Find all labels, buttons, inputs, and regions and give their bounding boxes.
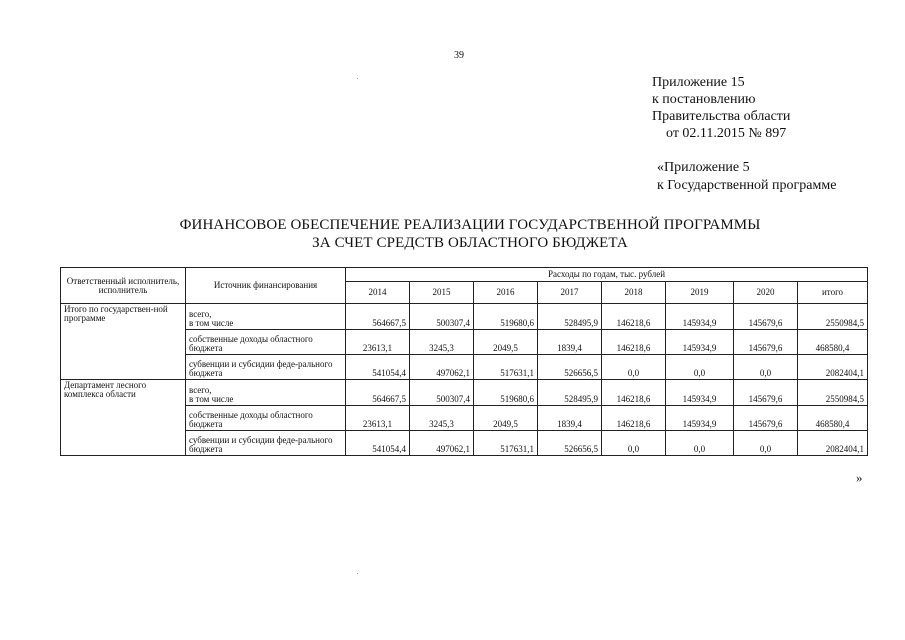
value-cell: 519680,6 [474,304,538,330]
appendix-line: к постановлению [652,92,756,107]
value-cell: 145679,6 [734,406,798,431]
total-cell: 2082404,1 [798,431,868,456]
year-header: 2016 [474,282,538,304]
table-row [61,304,868,330]
source-cell: всего, в том числе [186,304,346,330]
value-cell: 517631,1 [474,431,538,456]
value-cell: 517631,1 [474,355,538,380]
appendix-line: Правительства области [652,109,791,124]
executor-cell: Итого по государствен-ной программе [61,304,186,380]
value-cell: 2049,5 [474,406,538,431]
scan-speck [357,78,358,79]
value-cell: 146218,6 [602,330,666,355]
year-header: 2020 [734,282,798,304]
appendix-ref-line: к Государственной программе [657,178,837,193]
value-cell: 564667,5 [346,380,410,406]
total-cell: 468580,4 [798,330,868,355]
year-header: 2015 [410,282,474,304]
appendix-ref-line: «Приложение 5 [657,160,750,175]
value-cell: 541054,4 [346,355,410,380]
total-header: итого [798,282,868,304]
appendix-line: от 02.11.2015 № 897 [666,126,787,141]
value-cell: 0,0 [734,431,798,456]
value-cell: 500307,4 [410,304,474,330]
value-cell: 500307,4 [410,380,474,406]
value-cell: 497062,1 [410,355,474,380]
year-header: 2018 [602,282,666,304]
total-cell: 2550984,5 [798,304,868,330]
value-cell: 145934,9 [666,406,734,431]
total-cell: 468580,4 [798,406,868,431]
header-expenses: Расходы по годам, тыс. рублей [346,268,868,282]
year-header: 2019 [666,282,734,304]
closing-quote: » [856,470,863,485]
value-cell: 0,0 [666,355,734,380]
value-cell: 146218,6 [602,304,666,330]
value-cell: 519680,6 [474,380,538,406]
value-cell: 23613,1 [346,406,410,431]
source-cell: всего, в том числе [186,380,346,406]
value-cell: 526656,5 [538,431,602,456]
value-cell: 0,0 [602,355,666,380]
value-cell: 3245,3 [410,330,474,355]
title-line: ЗА СЧЕТ СРЕДСТВ ОБЛАСТНОГО БЮДЖЕТА [312,235,628,251]
year-header: 2014 [346,282,410,304]
value-cell: 145934,9 [666,380,734,406]
source-cell: собственные доходы областного бюджета [186,406,346,431]
table-row [61,380,868,406]
value-cell: 145934,9 [666,330,734,355]
total-cell: 2082404,1 [798,355,868,380]
source-cell: субвенции и субсидии феде-рального бюджета [186,431,346,456]
value-cell: 0,0 [734,355,798,380]
value-cell: 2049,5 [474,330,538,355]
year-header: 2017 [538,282,602,304]
value-cell: 541054,4 [346,431,410,456]
document-title [120,216,820,252]
value-cell: 3245,3 [410,406,474,431]
value-cell: 0,0 [666,431,734,456]
source-cell: собственные доходы областного бюджета [186,330,346,355]
source-cell: субвенции и субсидии феде-рального бюджета [186,355,346,380]
value-cell: 528495,9 [538,304,602,330]
appendix-line: Приложение 15 [652,75,745,90]
value-cell: 0,0 [602,431,666,456]
header-source: Источник финансирования [186,268,346,304]
value-cell: 145679,6 [734,304,798,330]
value-cell: 564667,5 [346,304,410,330]
value-cell: 1839,4 [538,406,602,431]
value-cell: 23613,1 [346,330,410,355]
page-number: 39 [454,50,464,61]
value-cell: 145679,6 [734,380,798,406]
value-cell: 146218,6 [602,406,666,431]
executor-cell: Департамент лесного комплекса области [61,380,186,456]
value-cell: 146218,6 [602,380,666,406]
value-cell: 497062,1 [410,431,474,456]
appendix-header [652,74,790,142]
total-cell: 2550984,5 [798,380,868,406]
value-cell: 528495,9 [538,380,602,406]
value-cell: 145934,9 [666,304,734,330]
value-cell: 145679,6 [734,330,798,355]
appendix-reference [657,159,836,195]
financing-table [60,267,868,456]
header-executor: Ответственный исполнитель, исполнитель [61,268,186,304]
title-line: ФИНАНСОВОЕ ОБЕСПЕЧЕНИЕ РЕАЛИЗАЦИИ ГОСУДАРСТВЕННОЙ ПРОГРАММЫ [179,217,761,233]
value-cell: 526656,5 [538,355,602,380]
value-cell: 1839,4 [538,330,602,355]
scan-speck [357,573,358,574]
